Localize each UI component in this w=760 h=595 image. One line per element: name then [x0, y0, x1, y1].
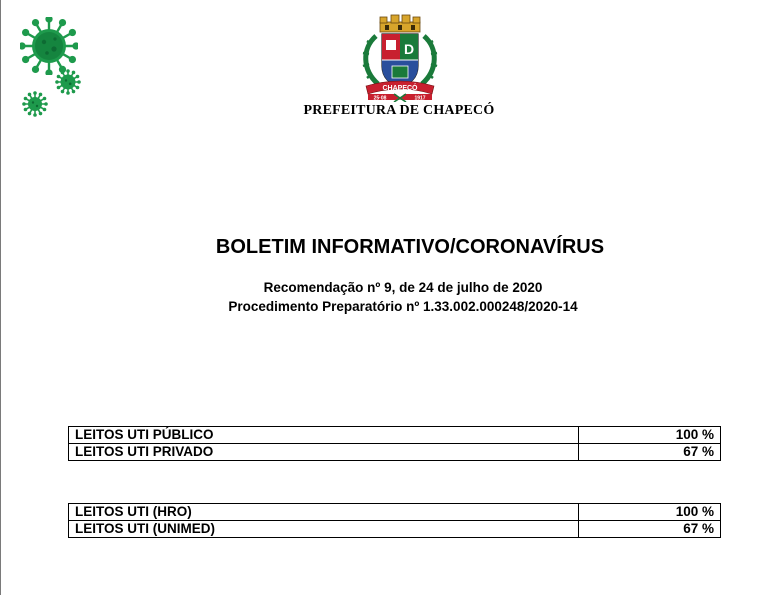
uti-beds-table-hospitals	[68, 503, 721, 538]
table-row	[69, 504, 721, 521]
row-value: 67 %	[579, 521, 721, 538]
row-value: 67 %	[579, 444, 721, 461]
row-value: 100 %	[579, 427, 721, 444]
document-title: BOLETIM INFORMATIVO/CORONAVÍRUS	[215, 236, 605, 258]
table-row	[69, 444, 721, 461]
page-left-edge	[0, 0, 1, 595]
row-label: LEITOS UTI (UNIMED)	[69, 521, 579, 538]
crest-date-right: 1917	[414, 95, 426, 102]
row-label: LEITOS UTI PÚBLICO	[69, 427, 579, 444]
coronavirus-medium-icon	[55, 69, 81, 95]
svg-text:D: D	[403, 41, 415, 57]
row-value: 100 %	[579, 504, 721, 521]
crest-banner-text: CHAPECÓ	[382, 85, 418, 92]
procedure-line: Procedimento Preparatório nº 1.33.002.000248/2020-14	[228, 299, 578, 314]
coat-of-arms-icon	[358, 14, 442, 102]
recommendation-line: Recomendação nº 9, de 24 de julho de 2020	[263, 280, 543, 295]
row-label: LEITOS UTI (HRO)	[69, 504, 579, 521]
crest-date-left: 25·08	[373, 95, 387, 102]
row-label: LEITOS UTI PRIVADO	[69, 444, 579, 461]
coronavirus-large-icon	[20, 17, 78, 75]
uti-beds-table-public-private	[68, 426, 721, 461]
table-row	[69, 521, 721, 538]
table-row	[69, 427, 721, 444]
prefeitura-name: PREFEITURA DE CHAPECÓ	[303, 103, 495, 118]
